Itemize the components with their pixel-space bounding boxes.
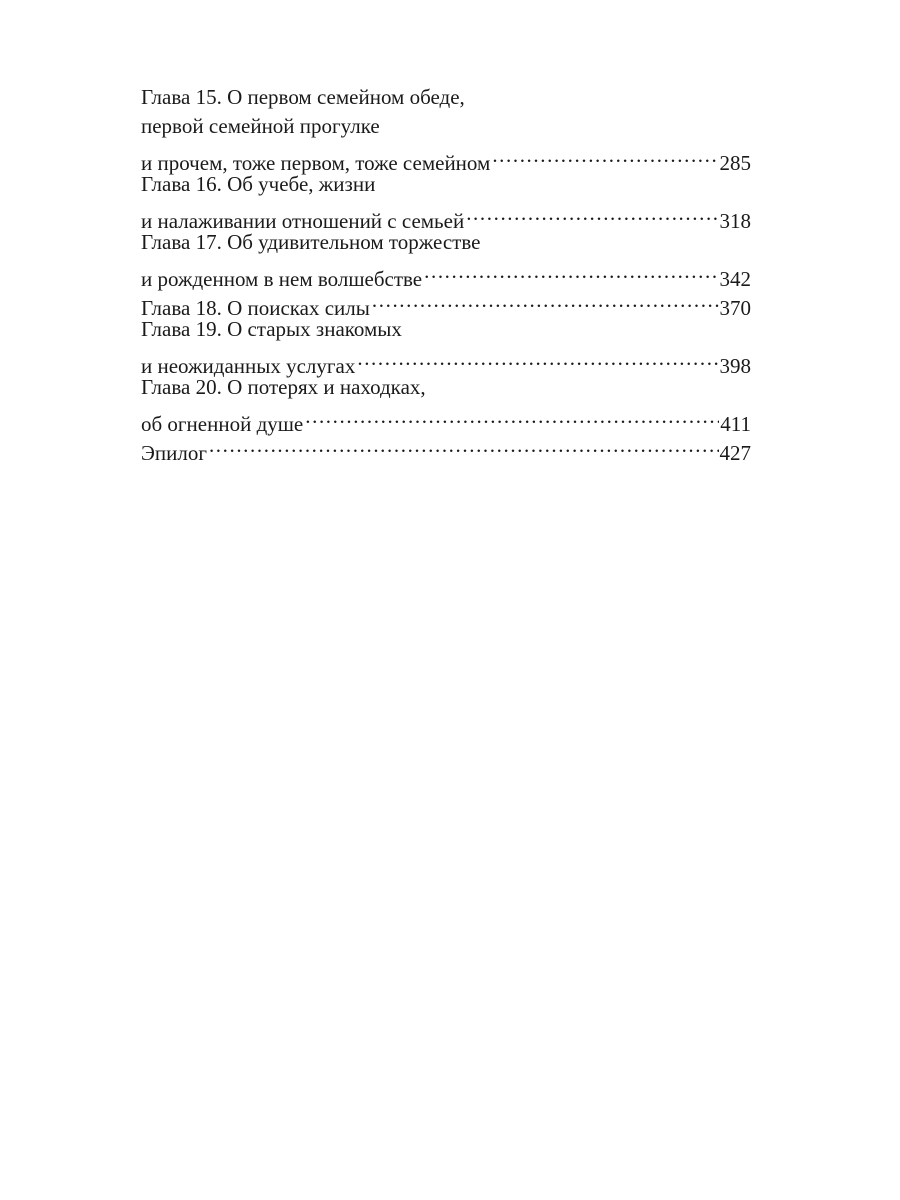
toc-entry-last-line: [141, 199, 751, 233]
toc-entry-chapter-17[interactable]: [141, 228, 751, 291]
toc-entry-title: Эпилог: [141, 441, 207, 465]
toc-page-number: 427: [719, 441, 751, 465]
toc-entry-title: Глава 15. О первом семейном обеде,: [141, 85, 465, 109]
toc-page-number: 342: [719, 267, 751, 291]
toc-entry-title: об огненной душе: [141, 412, 304, 436]
dot-leader: [492, 141, 718, 170]
dot-leader: [305, 402, 719, 431]
toc-entry-line: [141, 373, 751, 402]
toc-entry-line: [141, 83, 751, 112]
dot-leader: [372, 286, 719, 315]
toc-entry-line: [141, 112, 751, 141]
toc-entry-title: Глава 16. Об учебе, жизни: [141, 172, 376, 196]
toc-page-number: 411: [720, 412, 751, 436]
toc-entry-chapter-19[interactable]: [141, 315, 751, 378]
dot-leader: [357, 344, 718, 373]
toc-entry-title: и неожиданных услугах: [141, 354, 356, 378]
toc-entry-title: и рожденном в нем волшебстве: [141, 267, 423, 291]
toc-entry-title: Глава 20. О потерях и находках,: [141, 375, 426, 399]
toc-page-number: 285: [719, 151, 751, 175]
table-of-contents: [141, 83, 751, 465]
toc-entry-title: и налаживании отношений с семьей: [141, 209, 465, 233]
toc-page-number: 398: [719, 354, 751, 378]
toc-page-number: 318: [719, 209, 751, 233]
toc-entry-title: Глава 17. Об удивительном торжестве: [141, 230, 481, 254]
dot-leader: [209, 431, 719, 460]
toc-entry-chapter-20[interactable]: [141, 373, 751, 436]
toc-entry-last-line: [141, 141, 751, 175]
toc-entry-chapter-16[interactable]: [141, 170, 751, 233]
toc-entry-last-line: [141, 431, 751, 465]
toc-entry-last-line: [141, 257, 751, 291]
toc-page-number: 370: [719, 296, 751, 320]
toc-entry-title: Глава 19. О старых знакомых: [141, 317, 402, 341]
toc-entry-last-line: [141, 344, 751, 378]
toc-entry-chapter-15[interactable]: [141, 83, 751, 175]
toc-entry-title: и прочем, тоже первом, тоже семейном: [141, 151, 491, 175]
toc-entry-line: [141, 315, 751, 344]
toc-entry-epilogue[interactable]: [141, 431, 751, 465]
toc-entry-line: [141, 228, 751, 257]
dot-leader: [424, 257, 718, 286]
toc-entry-title: первой семейной прогулке: [141, 114, 380, 138]
dot-leader: [466, 199, 718, 228]
toc-entry-title: Глава 18. О поисках силы: [141, 296, 370, 320]
toc-entry-last-line: [141, 402, 751, 436]
